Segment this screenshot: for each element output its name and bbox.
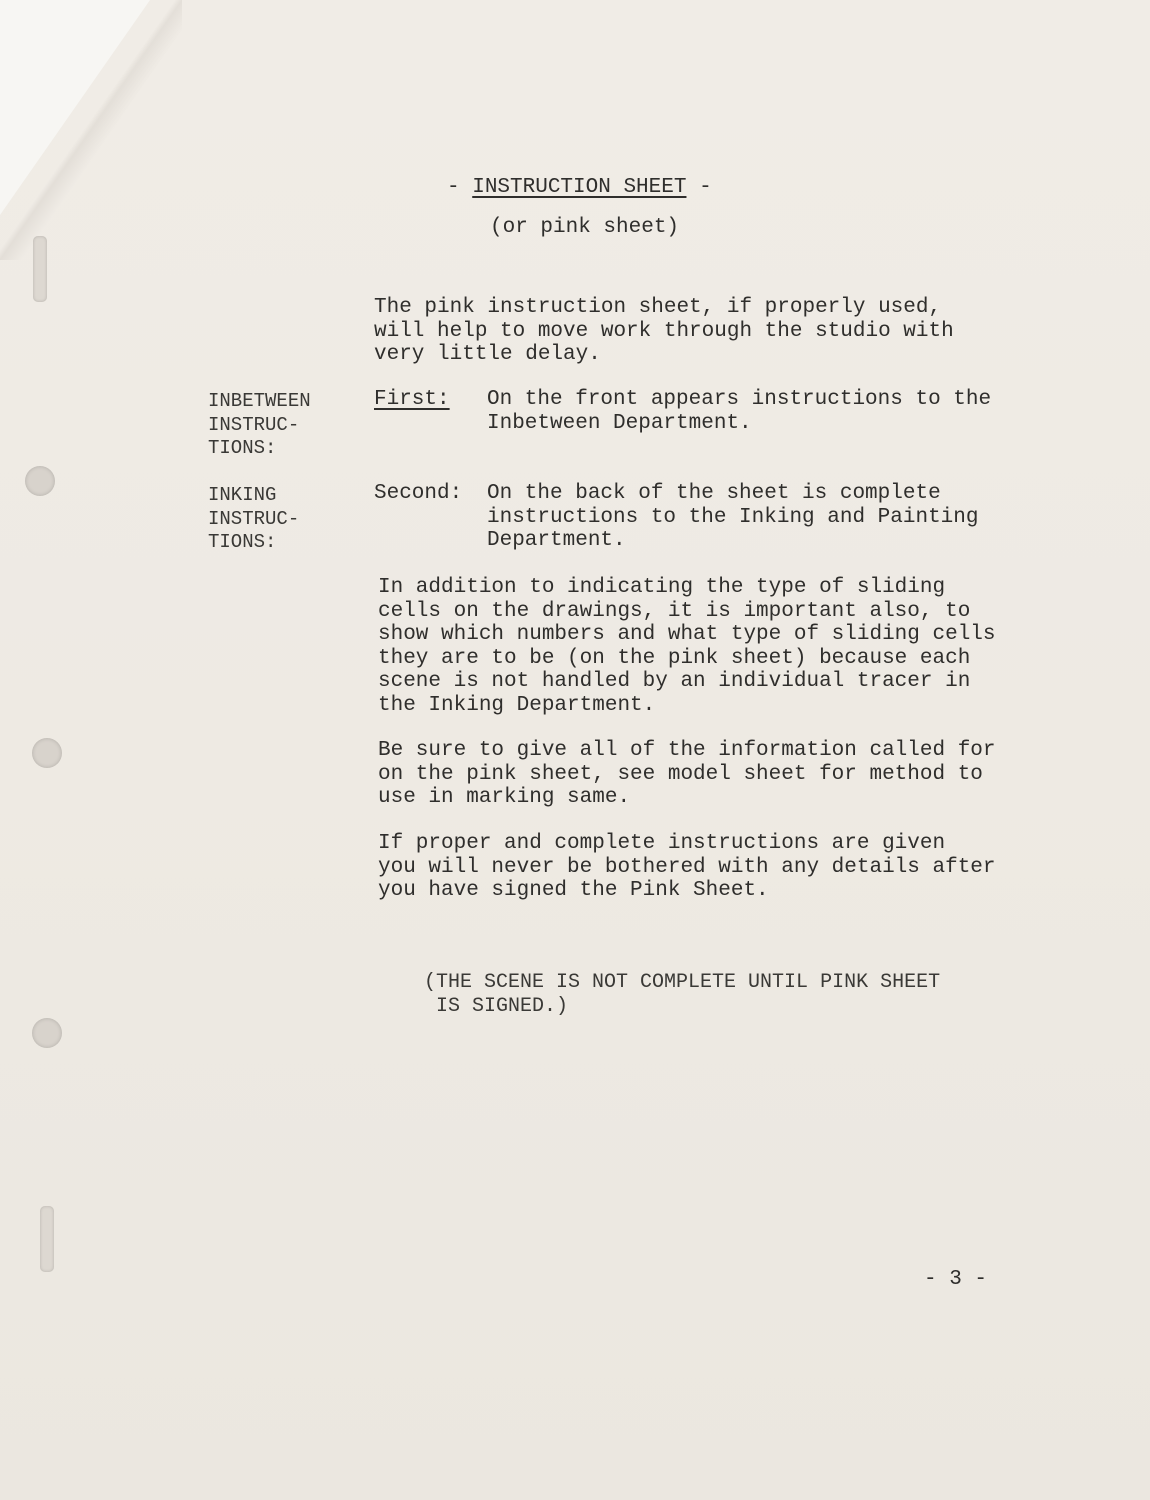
- paragraph-information: Be sure to give all of the information called for on the pink sheet, see model sheet for method to use in marking same.: [378, 739, 996, 809]
- punch-hole-2: [32, 738, 62, 768]
- binder-slot-top: [33, 236, 47, 302]
- binder-slot-bottom: [40, 1206, 54, 1272]
- page-title: [447, 176, 712, 199]
- closing-note: (THE SCENE IS NOT COMPLETE UNTIL PINK SHEET IS SIGNED.): [424, 971, 941, 1018]
- folded-corner: [0, 0, 150, 215]
- punch-hole-3: [32, 1018, 62, 1048]
- section-label-inking: INKING INSTRUC- TIONS:: [208, 484, 300, 553]
- title-text: INSTRUCTION SHEET: [472, 176, 687, 199]
- paragraph-instructions: If proper and complete instructions are given you will never be bothered with any details after you have signed the Pink Sheet.: [378, 832, 996, 902]
- section-keyword-first: First:: [374, 388, 450, 411]
- intro-paragraph: The pink instruction sheet, if properly used, will help to move work through the studio with very little delay.: [374, 296, 954, 366]
- page-subtitle: (or pink sheet): [490, 216, 680, 239]
- title-dash-right: -: [686, 176, 712, 199]
- title-dash-left: -: [447, 176, 473, 199]
- punch-hole-1: [25, 466, 55, 496]
- section-text-inbetween: On the front appears instructions to the Inbetween Department.: [487, 388, 992, 435]
- section-text-inking: On the back of the sheet is complete instructions to the Inking and Painting Department.: [487, 482, 979, 552]
- paragraph-sliding-cells: In addition to indicating the type of sliding cells on the drawings, it is important also, to show which numbers and what type of sliding cells they are to be (on the pink sheet) because each scene is not handled by an individual tracer in the Inking Department.: [378, 576, 996, 717]
- section-label-inbetween: INBETWEEN INSTRUC- TIONS:: [208, 390, 311, 459]
- section-keyword-second: Second:: [374, 482, 463, 505]
- page-number: - 3 -: [924, 1268, 988, 1291]
